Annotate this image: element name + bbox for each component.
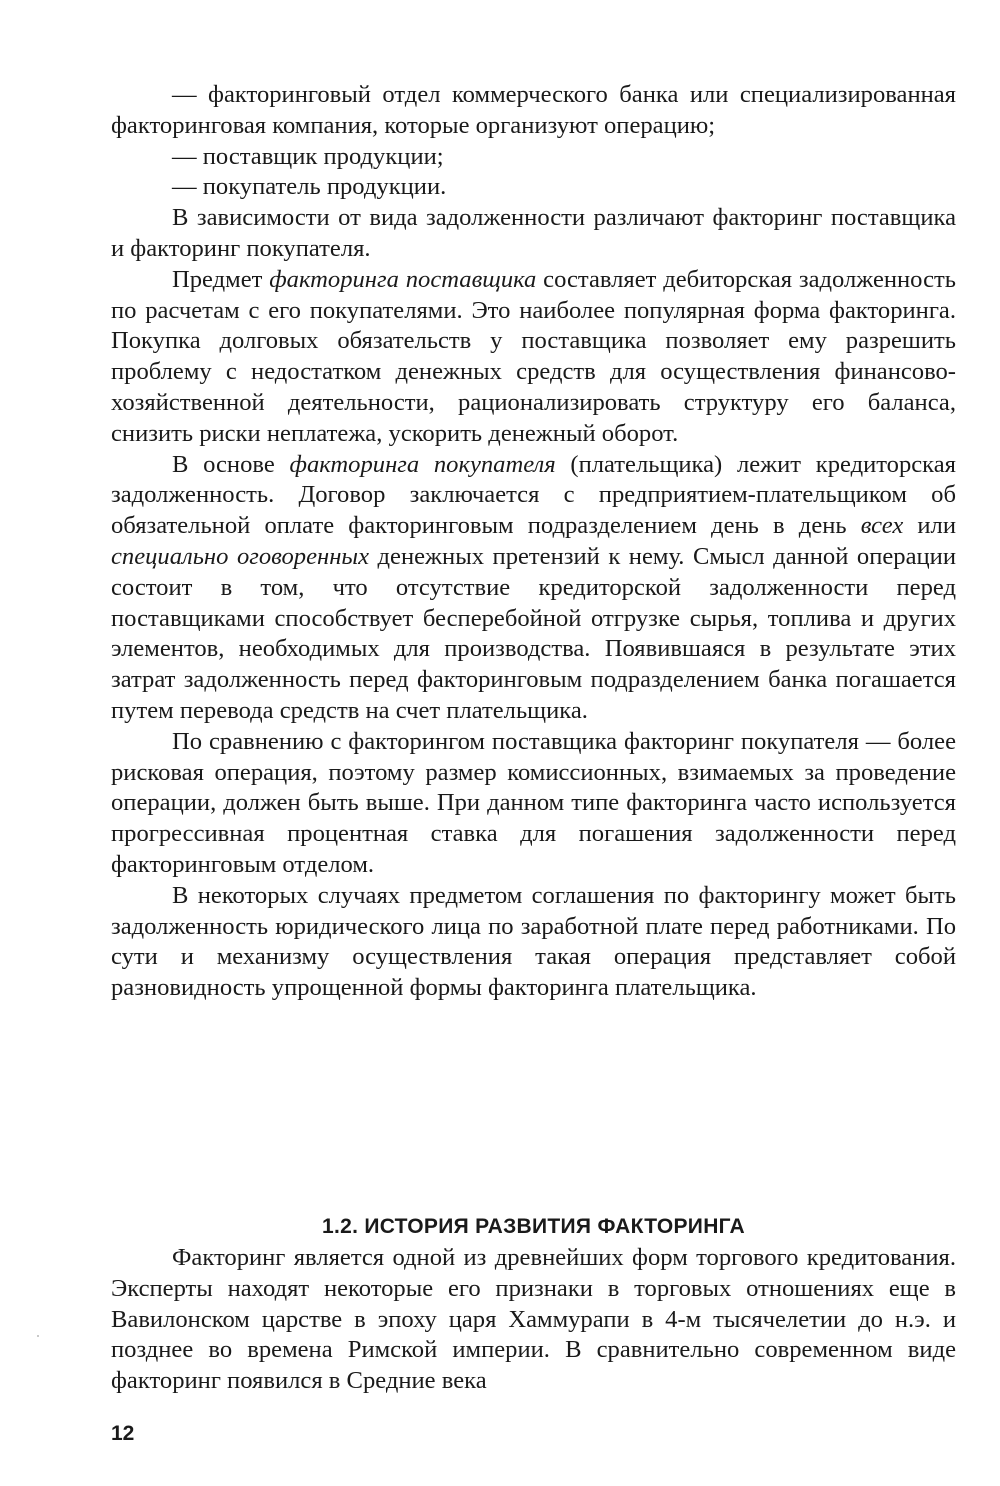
paragraph-supplier-factoring [111,265,956,450]
emphasis-specially-agreed: специально оговоренных [111,542,369,570]
text-run: составляет дебиторская задолженность по расчетам с его покупателями. Это наиболее популярная форма факторинга. Покупка долговых обязательств у поставщика позволяет ему разрешить проблему с недостатком денежных средств для осуществления финансово-хозяйственной деятельности, рационализировать структуру его баланса, снизить риски неплатежа, ускорить денежный оборот. [111,265,956,447]
text-run: Предмет [172,265,270,293]
scan-speck [37,1335,39,1337]
paragraph-salary-debt: В некоторых случаях предметом соглашения по факторингу может быть задолженность юридического лица по заработной плате перед работниками. По сути и механизму осуществления такая операция представляет собой разновидность упрощенной формы факторинга плательщика. [111,881,956,1002]
list-item-supplier: — поставщик продукции; [172,142,444,170]
text-run: (плательщика) лежит кредиторская задолженность. Договор заключается с предприятием-плательщиком об обязательной оплате факторинговым подразделением день в день [111,450,956,540]
text-run: денежных претензий к нему. Смысл данной операции состоит в том, что отсутствие кредиторской задолженности перед поставщиками способствует бесперебойной отгрузке сырья, топлива и других элементов, необходимых для производства. Появившаяся в результате этих затрат задолженность перед факторинговым подразделением банка погашается путем перевода средств на счет плательщика. [111,542,956,724]
page-number: 12 [111,1422,135,1445]
emphasis-supplier-factoring: факторинга поставщика [269,265,537,293]
list-item-factoring-department: — факторинговый отдел коммерческого банка или специализированная факторинговая компания, которые организуют операцию; [111,81,956,139]
paragraph-buyer-factoring [111,450,956,727]
text-run: В основе [172,450,290,478]
paragraph-risk-comparison: По сравнению с факторингом поставщика факторинг покупателя — более рисковая операция, поэтому размер комиссионных, взимаемых за проведение операции, должен быть выше. При данном типе факторинга часто используется прогрессивная процентная ставка для погашения задолженности перед факторинговым отделом. [111,727,956,878]
emphasis-all: всех [860,512,904,540]
body-text-bottom [111,1243,956,1397]
section-heading: 1.2. ИСТОРИЯ РАЗВИТИЯ ФАКТОРИНГА [321,1215,746,1238]
text-run: или [903,512,956,540]
paragraph-factoring-types: В зависимости от вида задолженности различают факторинг поставщика и факторинг покупателя. [111,204,956,262]
emphasis-buyer-factoring: факторинга покупателя [289,450,556,478]
body-text-top [111,80,956,1004]
paragraph-factoring-history: Факторинг является одной из древнейших форм торгового кредитования. Эксперты находят некоторые его признаки в торговых отношениях еще в Вавилонском царстве в эпоху царя Хаммурапи в 4-м тысячелетии до н.э. и позднее во времена Римской империи. В сравнительно современном виде факторинг появился в Средние века [111,1244,956,1395]
list-item-buyer: — покупатель продукции. [172,173,447,201]
